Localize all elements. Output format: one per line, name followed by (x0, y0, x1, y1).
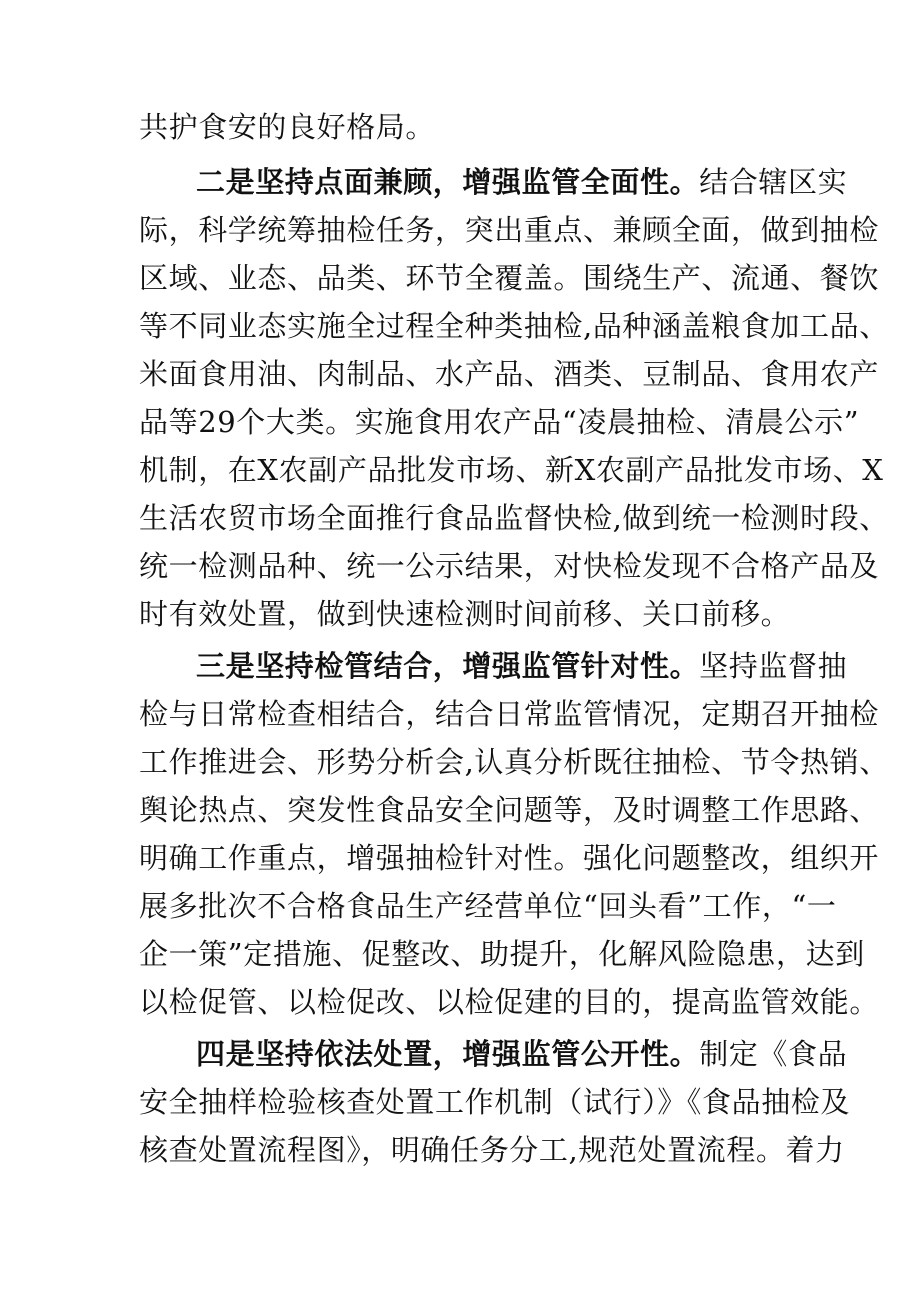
paragraph-2-heading-line (196, 158, 847, 206)
line-text: 品等29个大类。实施食用农产品“凌晨抽检、清晨公示” (139, 405, 860, 439)
line-text: 共护食安的良好格局。 (139, 110, 436, 144)
line-text: 以检促管、以检促改、以检促建的目的，提高监管效能。 (139, 985, 880, 1019)
paragraph-line-17 (139, 882, 836, 930)
paragraph-line-10 (139, 542, 879, 590)
line-text: 等不同业态实施全过程全种类抽检,品种涵盖粮食加工品、 (139, 309, 889, 343)
paragraph-line-13 (139, 690, 879, 738)
line-text: 舆论热点、突发性食品安全问题等，及时调整工作思路、 (139, 793, 880, 827)
paragraph-heading: 四是坚持依法处置，增强监管公开性。 (196, 1037, 700, 1071)
line-text: 区域、业态、品类、环节全覆盖。围绕生产、流通、餐饮 (139, 261, 880, 295)
paragraph-line-1 (139, 103, 435, 151)
line-text: 坚持监督抽 (699, 649, 848, 683)
line-text: 统一检测品种、统一公示结果，对快检发现不合格产品及 (139, 549, 880, 583)
paragraph-4-heading-line (196, 1030, 847, 1078)
paragraph-line-5 (139, 302, 889, 350)
paragraph-line-21 (139, 1078, 850, 1126)
line-text: 生活农贸市场全面推行食品监督快检,做到统一检测时段、 (139, 501, 889, 535)
line-text: 际，科学统筹抽检任务，突出重点、兼顾全面，做到抽检 (139, 213, 880, 247)
line-text: 米面食用油、肉制品、水产品、酒类、豆制品、食用农产 (139, 357, 880, 391)
line-text: 核查处置流程图》，明确任务分工,规范处置流程。着力 (139, 1133, 845, 1167)
paragraph-line-7 (139, 398, 859, 446)
paragraph-line-14 (139, 738, 889, 786)
line-text: 检与日常检查相结合，结合日常监管情况，定期召开抽检 (139, 697, 880, 731)
line-text: 机制，在X农副产品批发市场、新X农副产品批发市场、X (139, 453, 884, 487)
paragraph-line-8 (139, 446, 884, 494)
paragraph-line-11 (139, 590, 790, 638)
paragraph-line-18 (139, 930, 865, 978)
line-text: 企一策”定措施、促整改、助提升，化解风险隐患，达到 (139, 937, 865, 971)
paragraph-line-6 (139, 350, 879, 398)
paragraph-line-4 (139, 254, 879, 302)
line-text: 安全抽样检验核查处置工作机制（试行）》《食品抽检及 (139, 1085, 851, 1119)
paragraph-line-22 (139, 1126, 845, 1174)
line-text: 时有效处置，做到快速检测时间前移、关口前移。 (139, 597, 791, 631)
paragraph-3-heading-line (196, 642, 847, 690)
line-text: 展多批次不合格食品生产经营单位“回头看”工作，“一 (139, 889, 837, 923)
paragraph-line-16 (139, 834, 879, 882)
line-text: 制定《食品 (699, 1037, 848, 1071)
paragraph-line-3 (139, 206, 879, 254)
line-text: 结合辖区实 (699, 165, 848, 199)
line-text: 明确工作重点，增强抽检针对性。强化问题整改，组织开 (139, 841, 880, 875)
paragraph-line-9 (139, 494, 889, 542)
paragraph-heading: 二是坚持点面兼顾，增强监管全面性。 (196, 165, 700, 199)
paragraph-heading: 三是坚持检管结合，增强监管针对性。 (196, 649, 700, 683)
line-text: 工作推进会、形势分析会,认真分析既往抽检、节令热销、 (139, 745, 889, 779)
paragraph-line-15 (139, 786, 879, 834)
paragraph-line-19 (139, 978, 879, 1026)
